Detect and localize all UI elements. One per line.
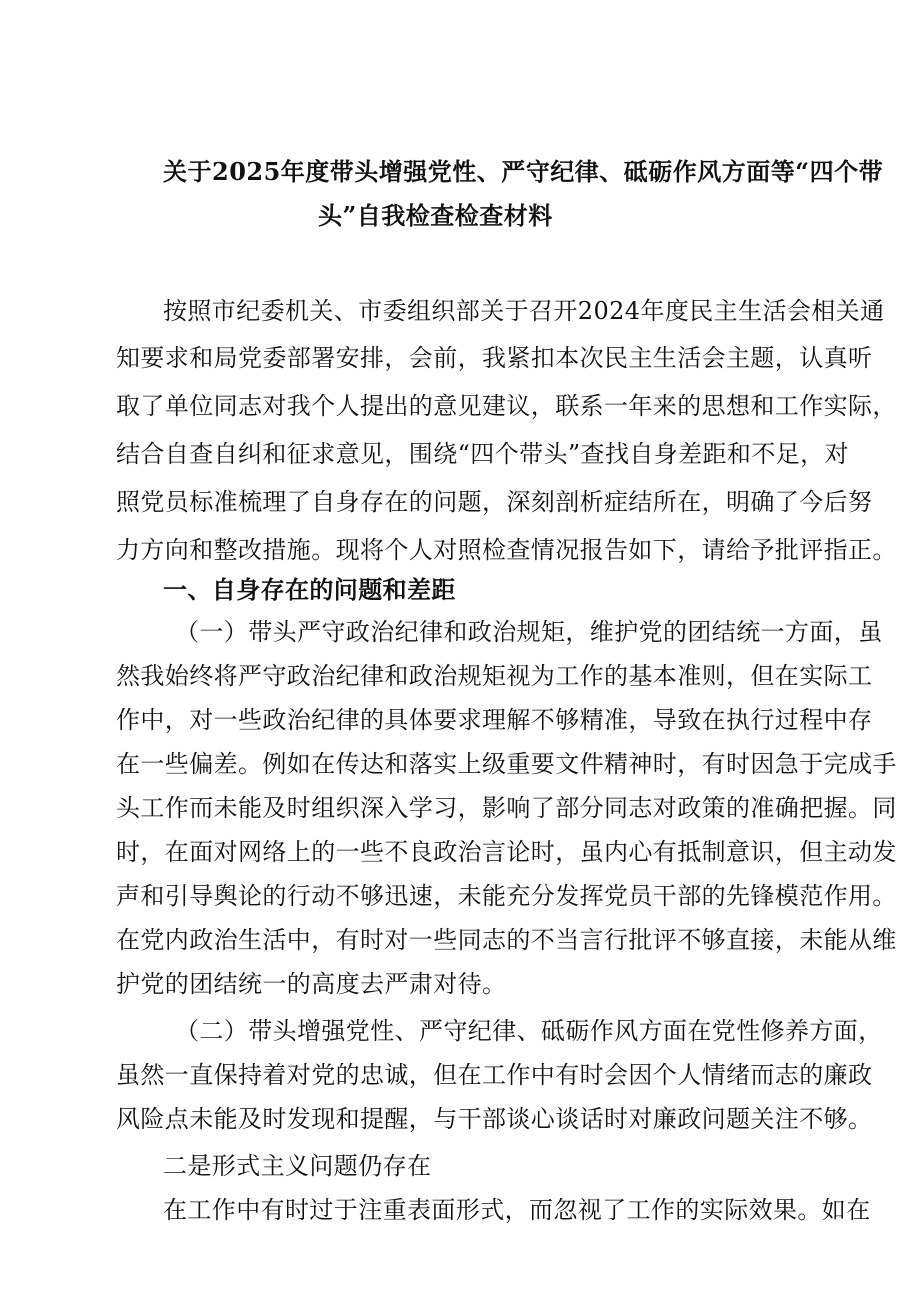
- paragraph-line: 时，在面对网络上的一些不良政治言论时，虽内心有抵制意识，但主动发: [116, 838, 897, 866]
- paragraph-line: 然我始终将严守政治纪律和政治规矩视为工作的基本准则，但在实际工: [116, 662, 873, 690]
- paragraph-line: 虽然一直保持着对党的忠诚，但在工作中有时会因个人情绪而志的廉政: [116, 1061, 873, 1089]
- paragraph-line: 在党内政治生活中，有时对一些同志的不当言行批评不够直接，未能从维: [116, 926, 897, 954]
- paragraph-line: 取了单位同志对我个人提出的意见建议，联系一年来的思想和工作实际，: [116, 392, 897, 420]
- paragraph-line: 照党员标准梳理了自身存在的问题，深刻剖析症结所在，明确了今后努: [116, 488, 873, 516]
- paragraph-line: （二）带头增强党性、严守纪律、砥砺作风方面在党性修养方面，: [175, 1017, 883, 1045]
- paragraph-line: 按照市纪委机关、市委组织部关于召开2024年度民主生活会相关通: [163, 297, 885, 325]
- paragraph-line: 作中，对一些政治纪律的具体要求理解不够精准，导致在执行过程中存: [116, 706, 873, 734]
- paragraph-line: 力方向和整改措施。现将个人对照检查情况报告如下，请给予批评指正。: [116, 536, 897, 564]
- paragraph-line: 风险点未能及时发现和提醒，与干部谈心谈话时对廉政问题关注不够。: [116, 1105, 873, 1133]
- paragraph-line: 声和引导舆论的行动不够迅速，未能充分发挥党员干部的先锋模范作用。: [116, 882, 897, 910]
- paragraph-line: 在工作中有时过于注重表面形式，而忽视了工作的实际效果。如在: [163, 1196, 871, 1224]
- paragraph-line: 知要求和局党委部署安排，会前，我紧扣本次民主生活会主题，认真听: [116, 344, 873, 372]
- paragraph-line: （一）带头严守政治纪律和政治规矩，维护党的团结统一方面，虽: [175, 618, 883, 646]
- paragraph-line: 结合自查自纠和征求意见，围绕“四个带头”查找自身差距和不足，对: [116, 440, 849, 468]
- paragraph-line: 在一些偏差。例如在传达和落实上级重要文件精神时，有时因急于完成手: [116, 750, 897, 778]
- section-heading: 一、自身存在的问题和差距: [163, 575, 456, 604]
- document-title-line-2: 头”自我检查检查材料: [318, 201, 553, 230]
- document-title-line-1: 关于2025年度带头增强党性、严守纪律、砥砺作风方面等“四个带: [163, 157, 884, 186]
- paragraph-line: 护党的团结统一的高度去严肃对待。: [116, 970, 507, 998]
- paragraph-line: 头工作而未能及时组织深入学习，影响了部分同志对政策的准确把握。同: [116, 794, 897, 822]
- section-subheading: 二是形式主义问题仍存在: [163, 1152, 432, 1180]
